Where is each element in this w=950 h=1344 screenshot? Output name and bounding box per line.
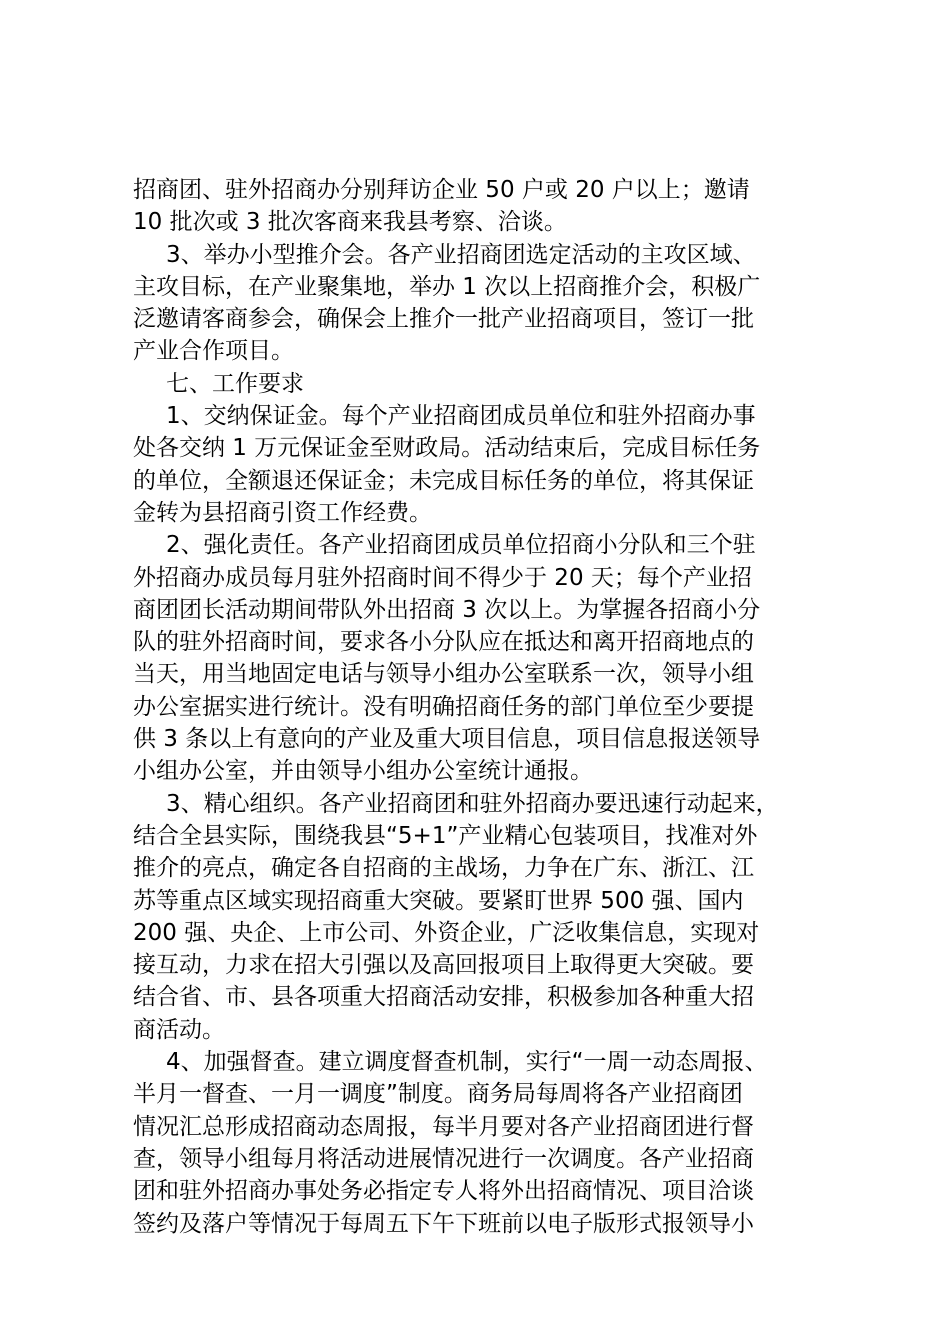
text-line: 2、强化责任。各产业招商团成员单位招商小分队和三个驻 [166, 532, 756, 559]
text-line: 结合省、市、县各项重大招商活动安排，积极参加各种重大招 [133, 984, 754, 1011]
text-line: 泛邀请客商参会，确保会上推介一批产业招商项目，签订一批 [133, 306, 754, 333]
text-line: 推介的亮点，确定各自招商的主战场，力争在广东、浙江、江 [133, 855, 754, 882]
text-line: 接互动，力求在招大引强以及高回报项目上取得更大突破。要 [133, 952, 754, 979]
text-line: 办公室据实进行统计。没有明确招商任务的部门单位至少要提 [133, 693, 754, 720]
text-line: 结合全县实际，围绕我县“5+1”产业精心包装项目，找准对外 [133, 822, 758, 849]
text-line: 外招商办成员每月驻外招商时间不得少于 20 天；每个产业招 [133, 564, 752, 591]
text-line: 供 3 条以上有意向的产业及重大项目信息，项目信息报送领导 [133, 726, 761, 753]
text-line: 七、工作要求 [166, 370, 304, 397]
text-line: 1、交纳保证金。每个产业招商团成员单位和驻外招商办事 [166, 403, 756, 430]
text-line: 的单位，全额退还保证金；未完成目标任务的单位，将其保证 [133, 467, 754, 494]
text-line: 当天，用当地固定电话与领导小组办公室联系一次，领导小组 [133, 661, 754, 688]
text-line: 商活动。 [133, 1016, 225, 1043]
text-line: 产业合作项目。 [133, 338, 294, 365]
text-line: 10 批次或 3 批次客商来我县考察、洽谈。 [133, 209, 567, 236]
text-line: 小组办公室，并由领导小组办公室统计通报。 [133, 758, 593, 785]
text-line: 200 强、央企、上市公司、外资企业，广泛收集信息，实现对 [133, 919, 760, 946]
text-line: 4、加强督查。建立调度督查机制，实行“一周一动态周报、 [166, 1049, 768, 1076]
text-line: 队的驻外招商时间，要求各小分队应在抵达和离开招商地点的 [133, 629, 754, 656]
text-line: 商团团长活动期间带队外出招商 3 次以上。为掌握各招商小分 [133, 596, 761, 623]
text-line: 处各交纳 1 万元保证金至财政局。活动结束后，完成目标任务 [133, 435, 761, 462]
text-line: 金转为县招商引资工作经费。 [133, 499, 432, 526]
text-line: 半月一督查、一月一调度”制度。商务局每周将各产业招商团 [133, 1081, 743, 1108]
text-line: 3、精心组织。各产业招商团和驻外招商办要迅速行动起来， [166, 790, 779, 817]
text-line: 查，领导小组每月将活动进展情况进行一次调度。各产业招商 [133, 1145, 754, 1172]
body-text [133, 174, 833, 1240]
text-line: 主攻目标，在产业聚集地，举办 1 次以上招商推介会，积极广 [133, 273, 761, 300]
text-line: 情况汇总形成招商动态周报，每半月要对各产业招商团进行督 [133, 1113, 754, 1140]
text-line: 招商团、驻外招商办分别拜访企业 50 户或 20 户以上；邀请 [133, 177, 750, 203]
text-line: 苏等重点区域实现招商重大突破。要紧盯世界 500 强、国内 [133, 887, 744, 914]
text-line: 团和驻外招商办事处务必指定专人将外出招商情况、项目洽谈 [133, 1178, 754, 1205]
text-line: 3、举办小型推介会。各产业招商团选定活动的主攻区域、 [166, 241, 756, 268]
text-line: 签约及落户等情况于每周五下午下班前以电子版形式报领导小 [133, 1210, 754, 1237]
